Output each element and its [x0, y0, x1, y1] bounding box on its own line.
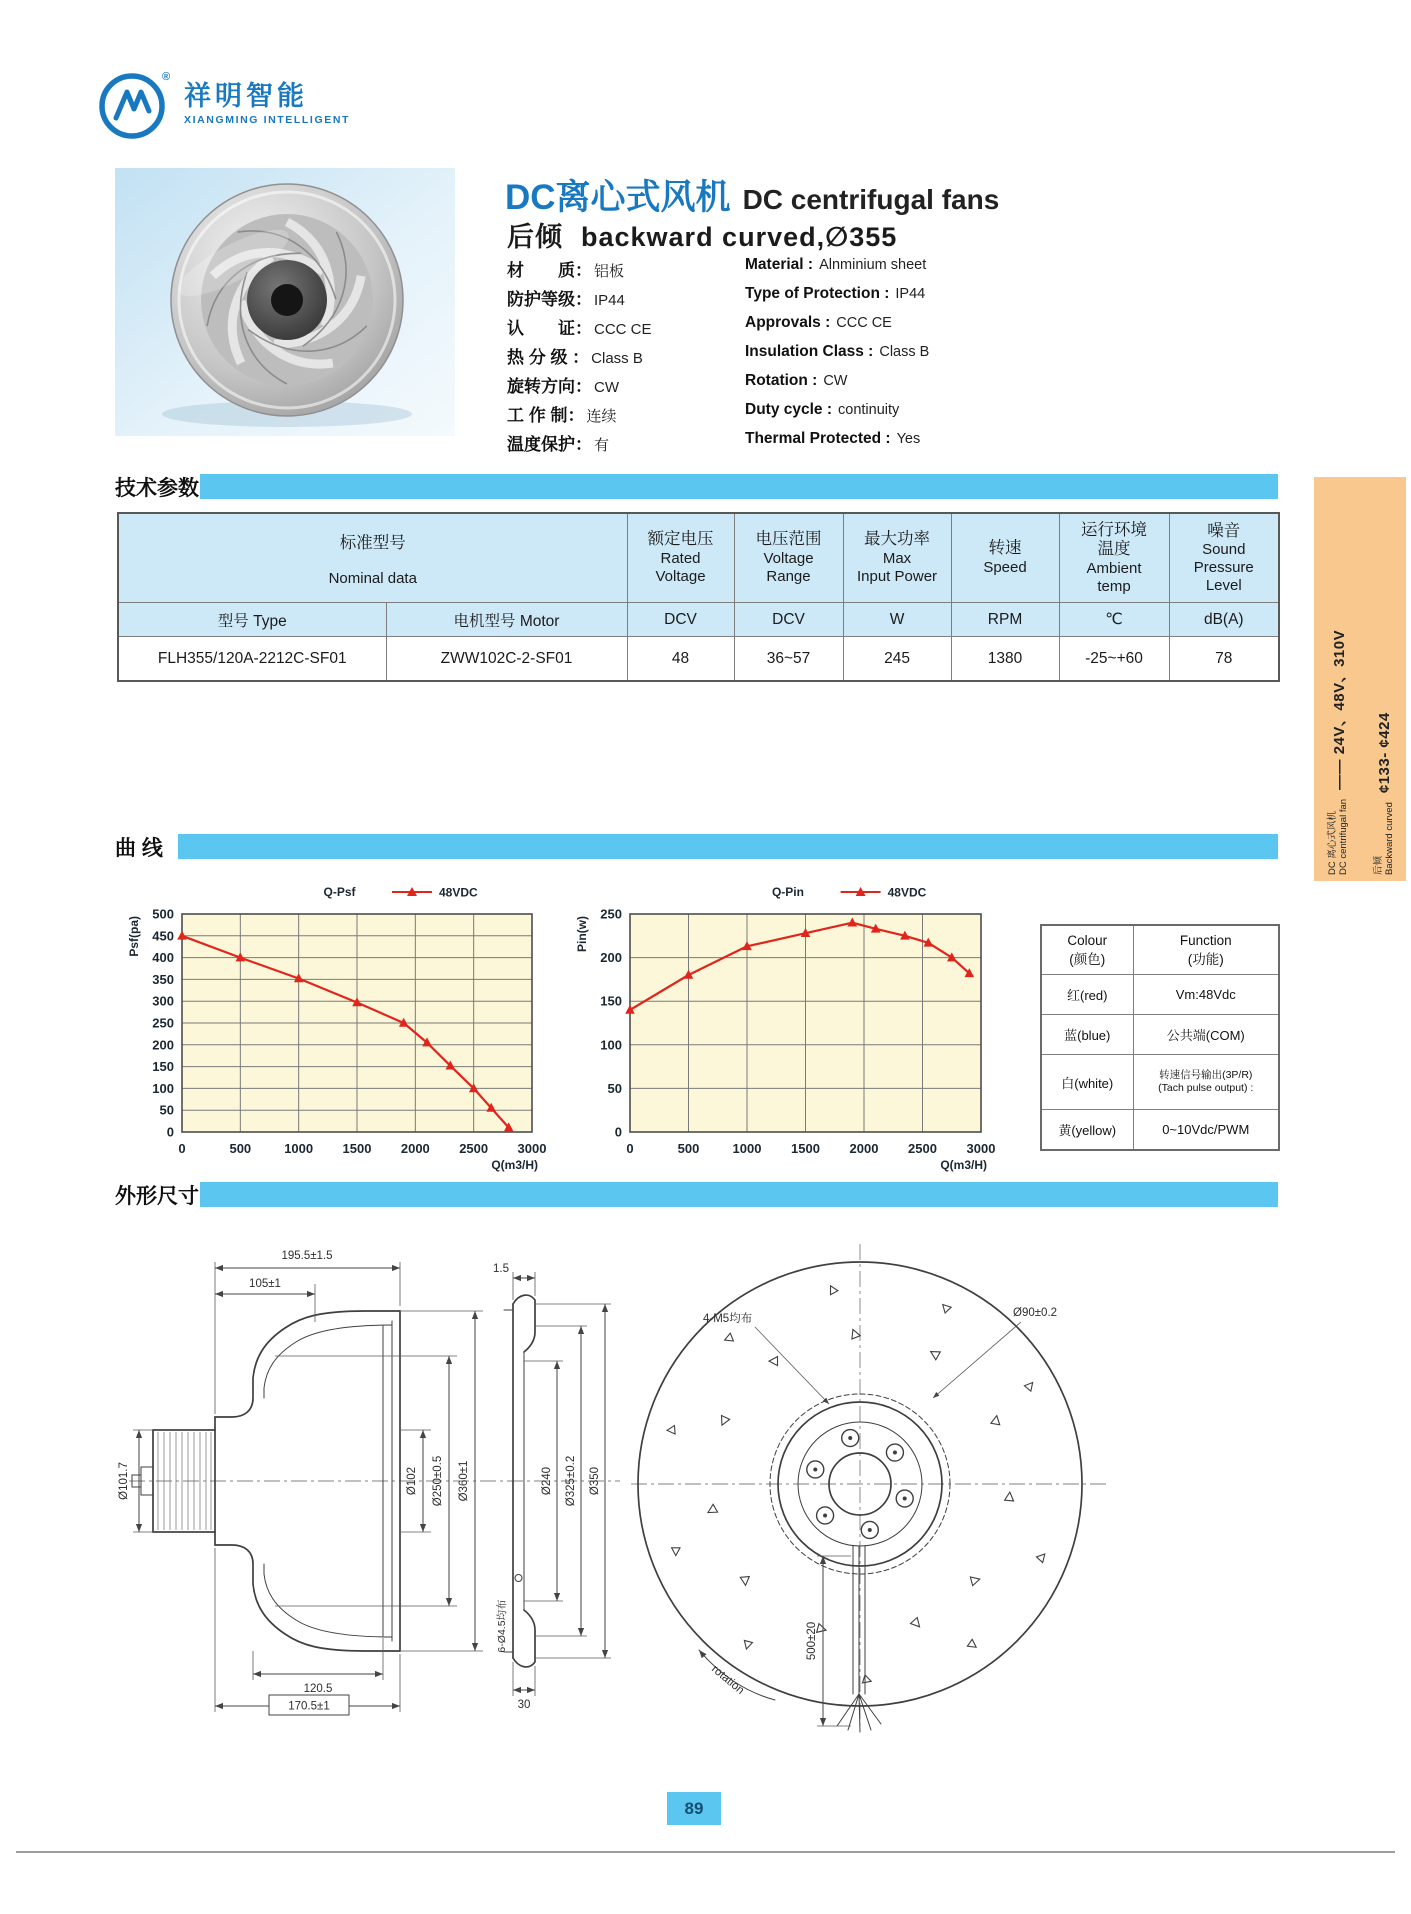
tech-unit-cell-5: RPM	[951, 603, 1059, 637]
tech-unit-cell-1: 电机型号 Motor	[386, 603, 627, 637]
dim-label-inlet-depth: 105±1	[249, 1278, 281, 1290]
svg-text:48VDC: 48VDC	[439, 885, 478, 900]
spec-label: 温度保护：	[507, 435, 592, 454]
tech-header-en-line: Voltage	[763, 550, 814, 568]
spec-row-cn-2	[507, 314, 742, 343]
fan-impeller	[170, 184, 403, 416]
spec-value: IP44	[594, 292, 625, 309]
svg-text:2500: 2500	[908, 1141, 937, 1156]
tech-header-col-4	[1059, 513, 1169, 603]
svg-text:200: 200	[600, 950, 622, 966]
sidebar-series-en: DC centrifugal fan	[1338, 798, 1349, 875]
spec-row-en-2	[745, 314, 1075, 343]
tech-unit-cell-4: W	[843, 603, 951, 637]
wiring-function-2	[1133, 1055, 1279, 1110]
blade-marks	[667, 1284, 1048, 1685]
wiring-colour-0: 红(red)	[1041, 975, 1133, 1015]
tech-header-model-cn: 标准型号	[339, 534, 406, 553]
tech-data-cell-7: 78	[1169, 637, 1279, 682]
tech-header-en-line: Input Power	[856, 567, 938, 585]
svg-text:400: 400	[152, 950, 174, 966]
tech-header-col-2	[843, 513, 951, 603]
wiring-colour-2: 白(white)	[1041, 1055, 1133, 1110]
svg-text:500: 500	[152, 906, 174, 922]
svg-text:1000: 1000	[732, 1141, 762, 1156]
dim-label-170-5: 170.5±1	[288, 1700, 330, 1713]
tech-header-cn-line: 转速	[988, 539, 1022, 558]
svg-text:1500: 1500	[342, 1141, 372, 1156]
svg-text:200: 200	[152, 1037, 174, 1053]
wiring-function-0: Vm:48Vdc	[1133, 975, 1279, 1015]
svg-text:Q(m3/H): Q(m3/H)	[940, 1158, 987, 1172]
tech-unit-cell-2: DCV	[627, 603, 734, 637]
section-bar-tech	[200, 474, 1278, 499]
brand-name-en: XIANGMING INTELLIGENT	[184, 113, 351, 126]
spec-list-en	[745, 256, 1075, 459]
svg-text:450: 450	[152, 928, 174, 944]
spec-value: 连续	[586, 408, 617, 425]
spec-value: IP44	[895, 286, 926, 302]
wiring-function-3: 0~10Vdc/PWM	[1133, 1110, 1279, 1151]
spec-value: 铝板	[594, 263, 625, 280]
dim-label-120-5: 120.5	[303, 1683, 333, 1695]
svg-text:50: 50	[607, 1080, 622, 1096]
tech-data-cell-1: ZWW102C-2-SF01	[386, 637, 627, 682]
spec-row-en-3	[745, 343, 1075, 372]
tech-data-cell-4: 245	[843, 637, 951, 682]
svg-text:150: 150	[600, 993, 622, 1009]
spec-label: 防护等级：	[507, 290, 592, 309]
section-title-dims: 外形尺寸	[115, 1185, 199, 1208]
tech-header-model-en: Nominal data	[328, 570, 417, 588]
dim-label-overall-depth: 195.5±1.5	[281, 1250, 333, 1262]
svg-text:250: 250	[600, 906, 622, 922]
wiring-header-line: Colour	[1067, 932, 1108, 948]
spec-row-cn-5	[507, 401, 742, 430]
dim-label-d360: Ø360±1	[458, 1460, 470, 1502]
dim-label-m5: 4-M5均布	[703, 1313, 753, 1325]
dim-label-d250: Ø250±0.5	[432, 1455, 444, 1507]
svg-text:0: 0	[178, 1141, 186, 1156]
spec-row-en-0	[745, 256, 1075, 285]
spec-row-cn-6	[507, 430, 742, 459]
spec-label: Rotation :	[745, 372, 818, 389]
tech-unit-cell-3: DCV	[734, 603, 843, 637]
sidebar-series-cn: DC 离心式风机	[1326, 811, 1338, 875]
page-title-en: DC centrifugal fans	[742, 184, 1000, 215]
wiring-header-line: (功能)	[1187, 951, 1224, 967]
svg-text:2000: 2000	[400, 1141, 430, 1156]
dim-label-motor-dia: Ø101.7	[118, 1462, 130, 1500]
spec-row-en-4	[745, 372, 1075, 401]
tech-header-col-1	[734, 513, 843, 603]
spec-label: 材 质：	[507, 261, 592, 280]
sidebar-size-range: ¢133- ¢424	[1375, 712, 1393, 794]
sidebar-type-en: Backward curved	[1384, 802, 1395, 875]
svg-text:Q-Psf: Q-Psf	[323, 885, 356, 899]
svg-text:1500: 1500	[791, 1141, 820, 1156]
sidebar-type-cn: 后倾	[1372, 855, 1384, 875]
page-subtitle-en: backward curved,∅355	[581, 222, 898, 252]
brand-name-cn: 祥明智能	[184, 81, 308, 112]
spec-value: Class B	[879, 344, 930, 360]
page-title	[505, 170, 999, 220]
chart-q-pin	[552, 870, 999, 1172]
svg-text:Q-Pin: Q-Pin	[771, 885, 804, 899]
section-title-tech: 技术参数	[115, 477, 199, 500]
spec-row-cn-1	[507, 285, 742, 314]
sidebar-col-sizes	[1362, 483, 1406, 875]
tech-header-cn-line: 电压范围	[755, 530, 822, 549]
page-subtitle	[507, 215, 897, 254]
tech-data-cell-6: -25~+60	[1059, 637, 1169, 682]
spec-row-en-6	[745, 430, 1075, 459]
dim-label-d90: Ø90±0.2	[1013, 1307, 1058, 1319]
svg-text:350: 350	[152, 971, 174, 987]
spec-value: CCC CE	[836, 315, 892, 331]
tech-header-en-line: Sound	[1202, 541, 1246, 559]
svg-text:Q(m3/H): Q(m3/H)	[491, 1158, 538, 1172]
spec-label: 工 作 制：	[507, 406, 585, 425]
svg-text:0: 0	[626, 1141, 634, 1156]
spec-label: Duty cycle :	[745, 401, 833, 418]
spec-label: 热 分 级 ：	[507, 348, 590, 367]
spec-label: 认 证：	[507, 319, 592, 338]
tech-header-en-line: temp	[1097, 577, 1131, 595]
spec-value: continuity	[838, 402, 900, 418]
wiring-header-0	[1041, 925, 1133, 975]
dim-label-30: 30	[517, 1699, 531, 1711]
chart-q-psf	[118, 870, 550, 1172]
tech-header-en-line: Rated	[660, 550, 701, 568]
tech-header-en-line: Range	[766, 567, 811, 585]
spec-value: Yes	[896, 431, 921, 447]
svg-text:2500: 2500	[459, 1141, 489, 1156]
spec-list-cn	[507, 256, 742, 459]
tech-header-en-line: Voltage	[655, 567, 706, 585]
spec-row-cn-4	[507, 372, 742, 401]
tech-data-cell-5: 1380	[951, 637, 1059, 682]
tech-unit-cell-7: dB(A)	[1169, 603, 1279, 637]
tech-table-wrap	[117, 512, 1280, 682]
tech-data-cell-3: 36~57	[734, 637, 843, 682]
tech-data-cell-0: FLH355/120A-2212C-SF01	[118, 637, 386, 682]
dim-label-wire-length: 500±20	[806, 1621, 818, 1661]
tech-header-cn-line: 运行环境	[1081, 520, 1148, 539]
section-bar-dims	[200, 1182, 1278, 1207]
tech-header-en-line: Pressure	[1193, 559, 1254, 577]
spec-value: 有	[594, 437, 610, 454]
svg-text:3000: 3000	[517, 1141, 547, 1156]
spec-value: Alnminium sheet	[819, 257, 927, 273]
wiring-header-line: (颜色)	[1069, 951, 1106, 967]
dim-label-d350: Ø350	[589, 1466, 601, 1496]
dim-label-d240: Ø240	[541, 1466, 553, 1496]
tech-header-model	[118, 513, 627, 603]
dim-label-1-5: 1.5	[493, 1263, 509, 1275]
sidebar-col-voltages	[1316, 483, 1360, 875]
spec-label: 旋转方向：	[507, 377, 592, 396]
dimension-drawings	[115, 1226, 1278, 1751]
svg-text:250: 250	[152, 1015, 174, 1031]
tech-header-col-5	[1169, 513, 1279, 603]
registered-mark: ®	[162, 71, 171, 83]
svg-text:48VDC: 48VDC	[887, 885, 927, 900]
drawing-front-view	[631, 1244, 1107, 1732]
svg-text:500: 500	[677, 1141, 700, 1156]
wiring-colour-1: 蓝(blue)	[1041, 1015, 1133, 1055]
svg-text:100: 100	[600, 1037, 622, 1053]
svg-text:0: 0	[614, 1124, 622, 1140]
wiring-colour-3: 黄(yellow)	[1041, 1110, 1133, 1151]
spec-row-en-5	[745, 401, 1075, 430]
tech-header-en-line: Speed	[983, 559, 1027, 577]
drawing-ring-profile	[493, 1263, 611, 1711]
tech-header-cn-line: 温度	[1097, 540, 1131, 559]
tech-unit-cell-6: ℃	[1059, 603, 1169, 637]
spec-label: Insulation Class :	[745, 343, 874, 360]
spec-row-cn-0	[507, 256, 742, 285]
wiring-header-line: Function	[1179, 932, 1232, 948]
wiring-function-line: 转速信号输出(3P/R)	[1159, 1068, 1253, 1081]
brand-logo	[96, 66, 350, 142]
dim-label-d102: Ø102	[406, 1466, 418, 1496]
section-bar-curves	[178, 834, 1278, 859]
svg-text:50: 50	[159, 1102, 174, 1118]
tech-unit-cell-0: 型号 Type	[118, 603, 386, 637]
spec-label: Thermal Protected :	[745, 430, 891, 447]
wiring-function-1: 公共端(COM)	[1133, 1015, 1279, 1055]
svg-text:150: 150	[152, 1059, 174, 1075]
page-title-cn: DC离心式风机	[505, 178, 731, 217]
spec-value: Class B	[591, 350, 643, 367]
tech-header-col-3	[951, 513, 1059, 603]
svg-text:Psf(pa): Psf(pa)	[127, 916, 141, 957]
svg-text:0: 0	[166, 1124, 174, 1140]
footer-rule	[16, 1851, 1395, 1853]
dim-label-d325: Ø325±0.2	[565, 1455, 577, 1507]
wiring-table-wrap	[1040, 924, 1280, 1151]
svg-text:500: 500	[229, 1141, 252, 1156]
tech-header-col-0	[627, 513, 734, 603]
dim-label-holes: 6-Ø4.5均布	[496, 1599, 508, 1653]
tech-header-cn-line: 噪音	[1207, 521, 1241, 540]
svg-text:100: 100	[152, 1080, 174, 1096]
tech-data-cell-2: 48	[627, 637, 734, 682]
brand-logo-icon	[96, 66, 172, 142]
svg-text:3000: 3000	[966, 1141, 996, 1156]
wiring-header-1	[1133, 925, 1279, 975]
tech-header-cn-line: 额定电压	[647, 530, 714, 549]
tech-table	[117, 512, 1280, 682]
spec-row-cn-3	[507, 343, 742, 372]
tech-header-en-line: Level	[1205, 576, 1242, 594]
tech-header-en-line: Max	[882, 550, 912, 568]
sidebar-voltages: —— 24V、48V、310V	[1330, 629, 1348, 790]
svg-text:300: 300	[152, 993, 174, 1009]
spec-value: CW	[594, 379, 619, 396]
svg-text:Pin(w): Pin(w)	[575, 916, 589, 952]
product-photo	[115, 168, 455, 436]
page-number: 89	[667, 1792, 721, 1825]
page-subtitle-cn: 后倾	[507, 222, 563, 252]
section-title-curves: 曲 线	[115, 837, 163, 860]
spec-label: Approvals :	[745, 314, 831, 331]
tech-header-en-line: Ambient	[1086, 560, 1142, 578]
tech-header-cn-line: 最大功率	[864, 530, 931, 549]
rotation-label: rotation	[709, 1663, 747, 1697]
svg-text:1000: 1000	[284, 1141, 314, 1156]
spec-row-en-1	[745, 285, 1075, 314]
spec-value: CW	[823, 373, 848, 389]
spec-label: Material :	[745, 256, 814, 273]
wiring-table	[1040, 924, 1280, 1151]
svg-text:2000: 2000	[849, 1141, 879, 1156]
sidebar-tab	[1314, 477, 1406, 881]
wire-bundle	[853, 1546, 865, 1694]
spec-value: CCC CE	[594, 321, 652, 338]
wiring-function-line: (Tach pulse output) :	[1158, 1082, 1254, 1094]
spec-label: Type of Protection :	[745, 285, 890, 302]
